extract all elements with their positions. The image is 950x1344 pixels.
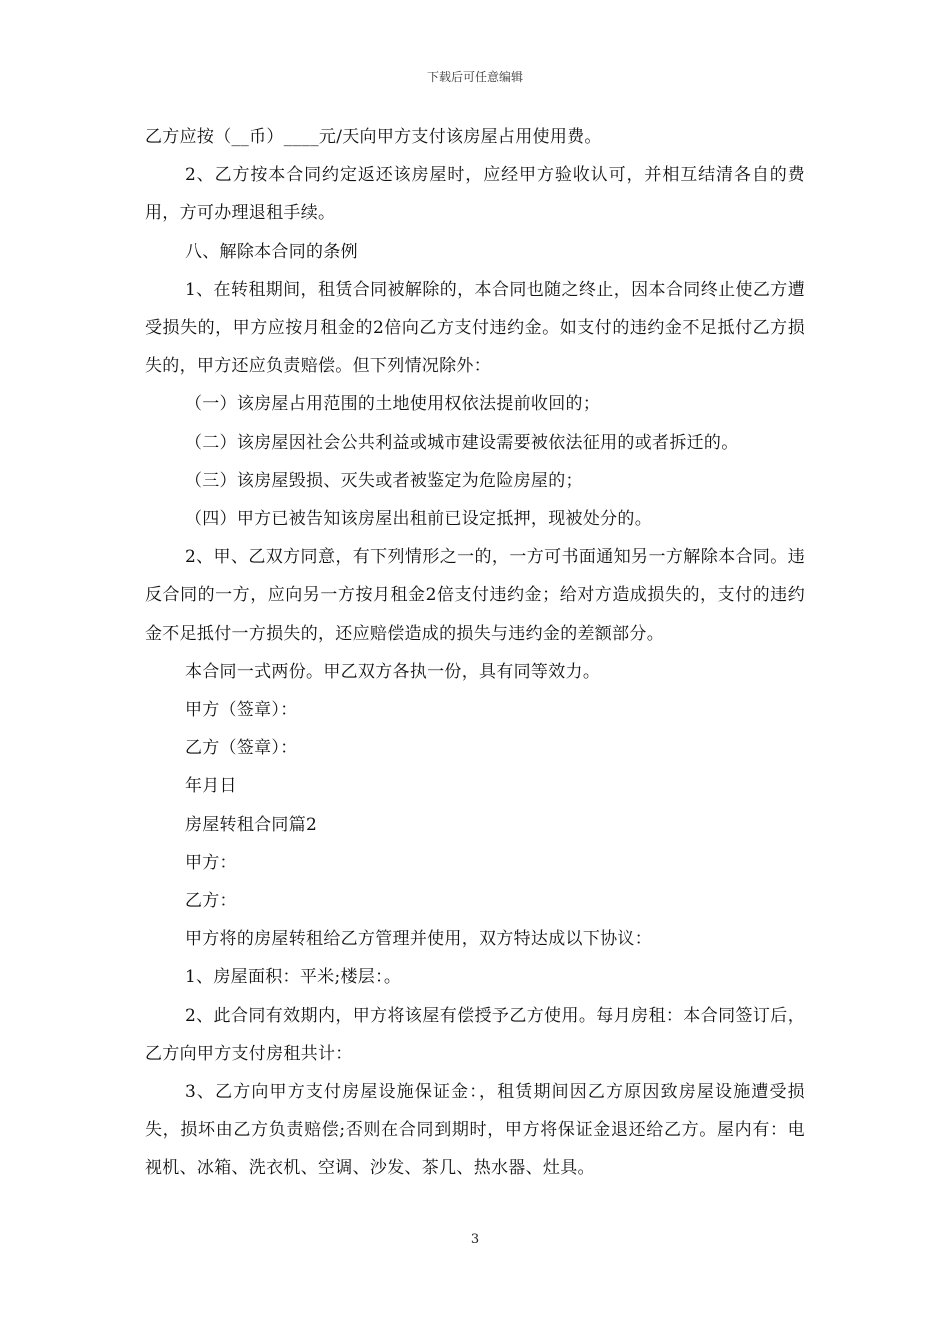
document-title: 房屋转租合同篇2 (184, 814, 318, 835)
clause: 1、房屋面积：平米;楼层：。 (184, 967, 402, 988)
page-header: 下载后可任意编辑 (426, 70, 523, 84)
paragraph: 甲方将的房屋转租给乙方管理并使用，双方特达成以下协议： (184, 929, 653, 950)
section-heading: 八、解除本合同的条例 (184, 241, 358, 262)
clause: 2、此合同有效期内，甲方将该屋有偿授予乙方使用。每月房租：本合同签订后，乙方向甲方支付房租共计： (145, 1005, 805, 1064)
list-item: （四）甲方已被告知该房屋出租前已设定抵押，现被处分的。 (184, 509, 653, 530)
party-b-line: 乙方： (184, 891, 237, 912)
party-a-line: 甲方： (184, 852, 237, 873)
paragraph: 1、在转租期间，租赁合同被解除的，本合同也随之终止，因本合同终止使乙方遭受损失的，甲方应按月租金的2倍向乙方支付违约金。如支付的违约金不足抵付乙方损失的，甲方还应负责赔偿。但下列情况除外： (145, 279, 805, 377)
signature-line-party-b: 乙方（签章）： (184, 738, 298, 759)
paragraph: 本合同一式两份。甲乙双方各执一份，具有同等效力。 (184, 661, 601, 682)
date-line: 年月日 (184, 776, 237, 797)
document-body (145, 118, 805, 1188)
list-item: （二）该房屋因社会公共利益或城市建设需要被依法征用的或者拆迁的。 (184, 432, 739, 453)
paragraph: 2、甲、乙双方同意，有下列情形之一的，一方可书面通知另一方解除本合同。违反合同的一方，应向另一方按月租金2倍支付违约金；给对方造成损失的，支付的违约金不足抵付一方损失的，还应赔偿造成的损失与违约金的差额部分。 (145, 547, 805, 644)
paragraph: 乙方应按（__币）____元/天向甲方支付该房屋占用使用费。 (145, 127, 602, 147)
list-item: （一）该房屋占用范围的土地使用权依法提前收回的； (184, 394, 601, 415)
clause: 3、乙方向甲方支付房屋设施保证金：，租赁期间因乙方原因致房屋设施遭受损失，损坏由乙方负责赔偿;否则在合同到期时，甲方将保证金退还给乙方。屋内有：电视机、冰箱、洗衣机、空调、沙发、茶几、热水器、灶具。 (145, 1082, 805, 1179)
paragraph: 2、乙方按本合同约定返还该房屋时，应经甲方验收认可，并相互结清各自的费用，方可办理退租手续。 (145, 165, 805, 224)
page-number: 3 (470, 1232, 480, 1247)
list-item: （三）该房屋毁损、灭失或者被鉴定为危险房屋的； (184, 470, 583, 491)
signature-line-party-a: 甲方（签章）： (184, 700, 298, 721)
